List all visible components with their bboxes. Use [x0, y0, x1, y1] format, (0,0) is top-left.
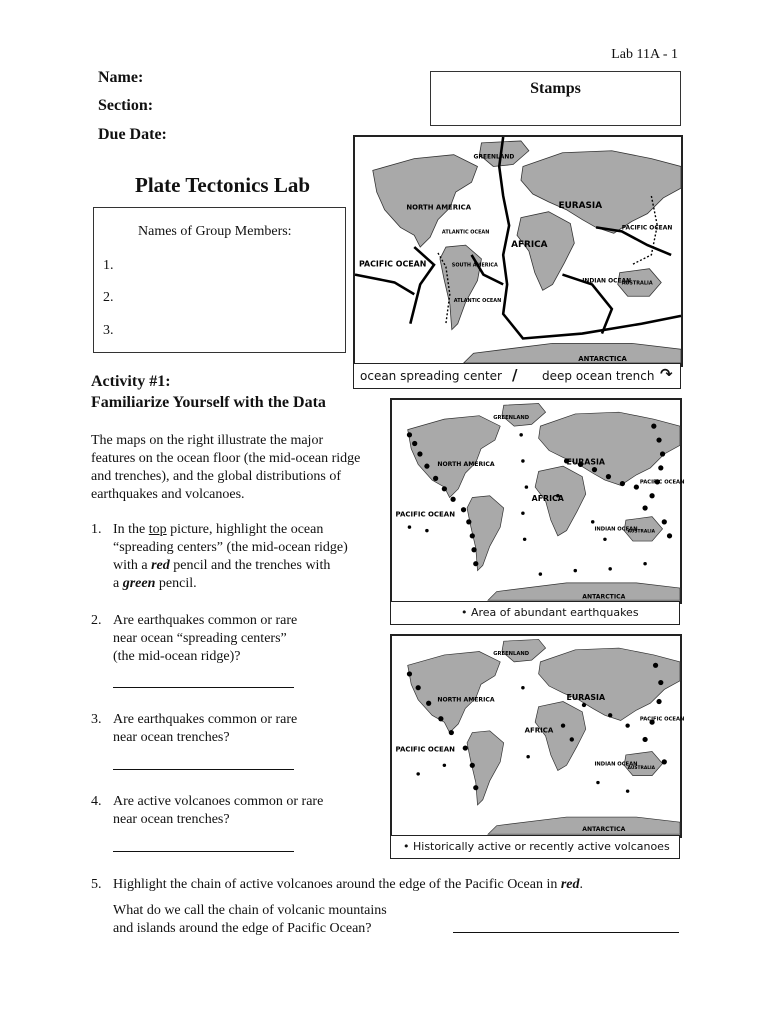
map-label-antarctica: ANTARCTICA	[582, 593, 626, 601]
map1-legend	[353, 363, 681, 389]
group-member-3: 3.	[103, 323, 114, 338]
map-label-pacific-right: PACIFIC OCEAN	[621, 225, 673, 232]
map-label-indian: INDIAN OCEAN	[594, 761, 638, 768]
question-number: 2.	[91, 613, 102, 628]
trench-symbol: ↷	[660, 365, 673, 383]
question-number: 5.	[91, 877, 102, 892]
map-label-antarctica: ANTARCTICA	[578, 355, 627, 364]
map-label-indian: INDIAN OCEAN	[594, 526, 638, 533]
answer-line-3[interactable]	[113, 769, 294, 770]
map-label-north-america: NORTH AMERICA	[437, 696, 495, 704]
name-label: Name:	[98, 69, 144, 86]
map-label-australia: AUSTRALIA	[621, 280, 653, 287]
question-number: 3.	[91, 712, 102, 727]
stamps-label: Stamps	[530, 80, 581, 97]
map-label-atlantic: ATLANTIC OCEAN	[441, 229, 490, 236]
text: .	[579, 877, 584, 892]
group-members-box	[93, 207, 346, 353]
text: Highlight the chain of active volcanoes around the edge of the Pacific Ocean in	[113, 877, 561, 892]
map-label-eurasia: EURASIA	[558, 200, 603, 211]
question-2	[91, 612, 391, 668]
map-earthquakes	[390, 398, 685, 604]
activity-subheading: Familiarize Yourself with the Data	[91, 394, 326, 411]
map-label-south-america: SOUTH AMERICA	[451, 262, 498, 269]
map-label-greenland: GREENLAND	[473, 154, 515, 161]
map-label-africa: AFRICA	[511, 240, 548, 251]
text: What do we call the chain of volcanic mountains	[113, 903, 387, 918]
text: near ocean trenches?	[113, 812, 230, 827]
text: In the	[113, 522, 149, 537]
map-label-greenland: GREENLAND	[493, 650, 530, 657]
question-number: 1.	[91, 522, 102, 537]
map-label-north-america: NORTH AMERICA	[437, 461, 495, 469]
world-map-svg	[355, 137, 681, 365]
text: picture, highlight the ocean	[166, 522, 324, 537]
intro-line: earthquakes and volcanoes.	[91, 487, 245, 502]
map-label-australia: AUSTRALIA	[627, 529, 655, 535]
emphasis-green: green	[122, 576, 156, 591]
text: near ocean trenches?	[113, 730, 230, 745]
emphasis-top: top	[148, 522, 167, 537]
text: Are earthquakes common or rare	[113, 712, 298, 727]
text: near ocean “spreading centers”	[113, 631, 287, 646]
text: Are active volcanoes common or rare	[113, 794, 324, 809]
text: “spreading centers” (the mid-ocean ridge)	[113, 540, 348, 555]
text: pencil and the trenches with	[169, 558, 331, 573]
map-label-pacific-left: PACIFIC OCEAN	[358, 259, 427, 269]
group-member-1: 1.	[103, 258, 114, 273]
map-label-australia: AUSTRALIA	[627, 765, 656, 771]
group-member-2: 2.	[103, 290, 114, 305]
text: (the mid-ocean ridge)?	[113, 649, 241, 664]
question-5	[91, 876, 691, 936]
map2-legend	[390, 601, 680, 625]
question-number: 4.	[91, 794, 102, 809]
legend-earthquakes: • Area of abundant earthquakes	[461, 606, 639, 619]
section-label: Section:	[98, 97, 154, 114]
map-label-africa: AFRICA	[524, 726, 554, 735]
map-label-pacific-left: PACIFIC OCEAN	[395, 745, 455, 754]
text: a	[113, 576, 123, 591]
text: and islands around the edge of Pacific Ocean?	[113, 921, 372, 936]
text: Are earthquakes common or rare	[113, 613, 298, 628]
legend-spreading-center: ocean spreading center	[360, 369, 502, 383]
map-label-africa: AFRICA	[531, 494, 564, 503]
due-date-label: Due Date:	[98, 126, 167, 143]
question-4	[91, 793, 391, 831]
map-label-north-america: NORTH AMERICA	[406, 203, 472, 212]
world-map-svg	[392, 636, 685, 836]
stamps-box	[430, 71, 681, 126]
answer-line-4[interactable]	[113, 851, 294, 852]
emphasis-red: red	[151, 558, 170, 573]
map-label-atlantic-south: ATLANTIC OCEAN	[453, 298, 502, 305]
map-label-pacific-right: PACIFIC OCEAN	[639, 716, 685, 723]
map-volcanoes	[390, 634, 685, 838]
group-members-label: Names of Group Members:	[138, 224, 292, 239]
map-label-antarctica: ANTARCTICA	[582, 825, 626, 833]
intro-line: and trenches), and the global distributions of	[91, 469, 341, 484]
map-label-pacific-left: PACIFIC OCEAN	[395, 510, 456, 519]
activity-heading: Activity #1:	[91, 373, 171, 390]
text: with a	[113, 558, 152, 573]
answer-line-2[interactable]	[113, 687, 294, 688]
legend-volcanoes: • Historically active or recently active volcanoes	[403, 840, 670, 853]
page-title: Plate Tectonics Lab	[135, 173, 311, 197]
spreading-center-symbol: /	[512, 366, 518, 384]
question-3	[91, 711, 391, 749]
map-label-greenland: GREENLAND	[493, 415, 530, 422]
map-label-indian: INDIAN OCEAN	[582, 278, 632, 285]
question-1	[91, 521, 391, 593]
map3-legend	[390, 835, 680, 859]
map-label-pacific-right: PACIFIC OCEAN	[639, 479, 685, 486]
map-label-eurasia: EURASIA	[566, 692, 606, 702]
world-map-svg	[392, 400, 685, 602]
map-label-eurasia: EURASIA	[566, 457, 605, 467]
text: pencil.	[155, 576, 197, 591]
intro-text	[91, 432, 391, 504]
page-number: Lab 11A - 1	[611, 47, 678, 62]
intro-line: features on the ocean floor (the mid-ocean ridge	[91, 451, 361, 466]
emphasis-red: red	[560, 877, 580, 892]
intro-line: The maps on the right illustrate the major	[91, 433, 324, 448]
map-plate-boundaries	[353, 135, 683, 367]
answer-line-5[interactable]	[453, 932, 679, 933]
legend-deep-trench: deep ocean trench	[542, 369, 655, 383]
